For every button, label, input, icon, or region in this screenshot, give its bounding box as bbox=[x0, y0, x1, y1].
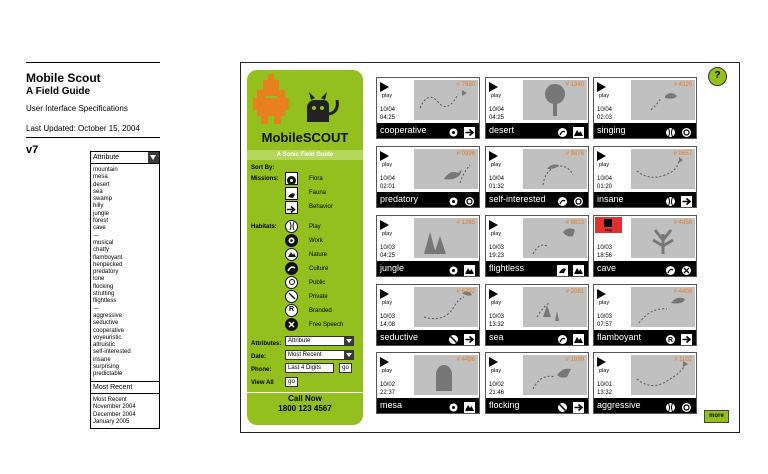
attribute-select-value: Attribute bbox=[93, 154, 120, 161]
recording-time: 04:25 bbox=[380, 115, 396, 121]
list-item[interactable]: forest bbox=[93, 218, 109, 225]
play-label: play bbox=[491, 368, 502, 374]
recording-date: 10/02 bbox=[489, 382, 505, 388]
ball-icon[interactable] bbox=[665, 125, 676, 136]
brand-tagline: A Sonic Field Guide bbox=[247, 150, 363, 160]
recording-footer bbox=[377, 192, 479, 207]
play-icon[interactable] bbox=[489, 151, 498, 161]
date-select-value: Most Recent bbox=[288, 352, 322, 358]
attribute-options bbox=[91, 164, 159, 381]
play-label: play bbox=[599, 93, 610, 99]
list-item[interactable]: insane bbox=[93, 356, 111, 363]
public-icon[interactable] bbox=[573, 194, 584, 205]
recording-footer bbox=[594, 261, 696, 276]
svg-text:R: R bbox=[667, 337, 674, 344]
habitats-label: Habitats: bbox=[251, 224, 277, 230]
public-icon[interactable] bbox=[681, 400, 692, 411]
habitat-culture[interactable]: Culture bbox=[309, 266, 329, 272]
fauna-icon[interactable] bbox=[285, 187, 298, 200]
recording-tile[interactable] bbox=[376, 77, 480, 139]
recording-tile[interactable] bbox=[376, 284, 480, 346]
habitat-branded[interactable]: Branded bbox=[309, 308, 332, 314]
play-icon[interactable] bbox=[489, 289, 498, 299]
habitat-nature[interactable]: Nature bbox=[309, 252, 328, 258]
habitat-work[interactable]: Work bbox=[309, 238, 323, 244]
call-now-number: 1800 123 4567 bbox=[278, 404, 332, 413]
recording-tile[interactable] bbox=[485, 284, 589, 346]
dropdown-arrow-icon[interactable] bbox=[344, 351, 353, 359]
stop-button[interactable] bbox=[595, 217, 622, 233]
brand-name: MobileSCOUT bbox=[261, 130, 349, 145]
recording-tile[interactable] bbox=[485, 215, 589, 277]
recording-time: 18:56 bbox=[597, 253, 613, 259]
recording-time: 13:32 bbox=[597, 390, 613, 396]
list-item[interactable]: mesa bbox=[93, 174, 108, 181]
recording-number: # 1285 bbox=[456, 220, 475, 226]
attribute-select[interactable] bbox=[91, 152, 159, 164]
recording-number: # 4326 bbox=[673, 82, 692, 88]
recording-label[interactable]: flamboyant bbox=[597, 332, 642, 342]
recording-footer bbox=[594, 398, 696, 413]
call-now bbox=[247, 394, 363, 414]
play-icon[interactable] bbox=[489, 82, 498, 92]
recording-label[interactable]: insane bbox=[597, 194, 624, 204]
list-item[interactable]: predatory bbox=[93, 269, 119, 276]
recording-date: 10/03 bbox=[597, 314, 613, 320]
recording-number: # 7690 bbox=[456, 82, 475, 88]
spec-description: User Interface Specifications bbox=[26, 104, 128, 113]
fauna-icon[interactable] bbox=[557, 263, 568, 274]
recording-number: # 0996 bbox=[456, 151, 475, 157]
date-label: Date: bbox=[251, 354, 267, 360]
list-item[interactable]: sea bbox=[93, 188, 103, 195]
recording-label[interactable]: sea bbox=[489, 332, 504, 342]
play-label: play bbox=[491, 93, 502, 99]
recording-tile[interactable] bbox=[485, 77, 589, 139]
play-label: play bbox=[491, 231, 502, 237]
spec-last-updated: Last Updated: October 15, 2004 bbox=[26, 124, 140, 133]
more-button[interactable]: more bbox=[704, 410, 729, 423]
recording-date: 10/04 bbox=[489, 176, 505, 182]
list-item[interactable]: December 2004 bbox=[93, 411, 136, 418]
recording-label[interactable]: desert bbox=[489, 125, 515, 135]
mountain-icon[interactable] bbox=[464, 400, 475, 411]
phone-label: Phone: bbox=[251, 367, 272, 373]
recording-number: # 6792 bbox=[456, 289, 475, 295]
divider bbox=[26, 62, 160, 63]
recording-footer bbox=[486, 330, 588, 345]
recording-number: # 9876 bbox=[565, 151, 584, 157]
spec-version: v7 bbox=[26, 144, 39, 156]
play-icon[interactable] bbox=[380, 357, 389, 367]
public-icon[interactable] bbox=[285, 276, 298, 289]
recording-footer bbox=[486, 123, 588, 138]
arrow-right-icon[interactable] bbox=[681, 332, 692, 343]
habitat-play[interactable]: Play bbox=[309, 224, 321, 230]
culture-icon[interactable] bbox=[557, 194, 568, 205]
recording-date: 10/04 bbox=[597, 107, 613, 113]
list-item[interactable]: musical bbox=[93, 239, 114, 246]
recording-tile[interactable] bbox=[593, 215, 697, 277]
list-item[interactable]: cooperative bbox=[93, 327, 125, 334]
date-options bbox=[91, 394, 159, 428]
help-button[interactable]: ? bbox=[708, 67, 727, 86]
recording-time: 14:08 bbox=[380, 322, 396, 328]
recording-date: 10/03 bbox=[380, 245, 396, 251]
recording-footer bbox=[486, 398, 588, 413]
recording-number: # 0657 bbox=[673, 151, 692, 157]
stop-icon bbox=[604, 219, 612, 227]
play-label: play bbox=[491, 300, 502, 306]
recording-number: # 4356 bbox=[673, 220, 692, 226]
list-item[interactable]: swamp bbox=[93, 196, 113, 203]
mission-behavior[interactable]: Behavior bbox=[309, 204, 333, 210]
ball-icon[interactable] bbox=[665, 400, 676, 411]
recording-date: 10/01 bbox=[597, 382, 613, 388]
dropdown-arrow-icon[interactable] bbox=[148, 152, 159, 163]
list-item[interactable]: lone bbox=[93, 276, 105, 283]
recording-footer bbox=[594, 123, 696, 138]
recording-date: 10/04 bbox=[380, 107, 396, 113]
recording-tile[interactable] bbox=[593, 77, 697, 139]
recording-time: 01:20 bbox=[597, 184, 613, 190]
recording-label[interactable]: singing bbox=[597, 125, 626, 135]
recording-footer bbox=[377, 398, 479, 413]
arrow-right-icon[interactable] bbox=[573, 400, 584, 411]
play-icon[interactable] bbox=[597, 357, 606, 367]
play-label: play bbox=[599, 300, 610, 306]
recording-label[interactable]: predatory bbox=[380, 194, 419, 204]
recording-date: 10/02 bbox=[380, 382, 396, 388]
public-icon[interactable] bbox=[464, 194, 475, 205]
recording-date: 10/03 bbox=[380, 314, 396, 320]
divider bbox=[26, 137, 160, 138]
play-label: play bbox=[382, 231, 393, 237]
phone-go-button[interactable]: go bbox=[339, 363, 352, 373]
date-select[interactable] bbox=[91, 382, 159, 394]
dropdown-arrow-icon[interactable] bbox=[344, 337, 353, 345]
arrow-right-icon[interactable] bbox=[464, 332, 475, 343]
play-icon[interactable] bbox=[597, 151, 606, 161]
recording-footer bbox=[377, 261, 479, 276]
mountain-icon[interactable] bbox=[573, 332, 584, 343]
play-icon[interactable] bbox=[380, 289, 389, 299]
recording-label[interactable]: seductive bbox=[380, 332, 419, 342]
recording-label[interactable]: cooperative bbox=[380, 125, 427, 135]
play-icon[interactable] bbox=[380, 151, 389, 161]
recording-time: 02:01 bbox=[380, 184, 396, 190]
play-icon[interactable] bbox=[597, 82, 606, 92]
recording-footer bbox=[377, 330, 479, 345]
recording-time: 01:32 bbox=[489, 184, 505, 190]
list-item[interactable]: flamboyant bbox=[93, 254, 123, 261]
phone-input[interactable] bbox=[285, 363, 334, 373]
list-item[interactable]: desert bbox=[93, 181, 110, 188]
recording-footer bbox=[594, 192, 696, 207]
gear-icon[interactable] bbox=[448, 194, 459, 205]
recording-time: 04:25 bbox=[380, 253, 396, 259]
play-icon[interactable] bbox=[489, 357, 498, 367]
recording-tile[interactable] bbox=[485, 352, 589, 414]
list-item[interactable]: aggressive bbox=[93, 312, 123, 319]
culture-icon[interactable] bbox=[665, 263, 676, 274]
list-item[interactable]: --- bbox=[93, 305, 99, 312]
arrow-right-icon[interactable] bbox=[464, 125, 475, 136]
recording-label[interactable]: self-interested bbox=[489, 194, 546, 204]
list-item[interactable]: seductive bbox=[93, 320, 119, 327]
play-label: play bbox=[382, 162, 393, 168]
gear-icon[interactable] bbox=[285, 234, 298, 247]
list-item[interactable]: flightless bbox=[93, 298, 117, 305]
spec-subtitle: A Field Guide bbox=[26, 86, 91, 97]
mountain-icon[interactable] bbox=[285, 248, 298, 261]
recording-date: 10/04 bbox=[380, 176, 396, 182]
gear-icon[interactable] bbox=[448, 263, 459, 274]
ball-icon[interactable] bbox=[665, 194, 676, 205]
list-item[interactable]: Most Recent bbox=[93, 397, 127, 403]
recording-time: 13:32 bbox=[489, 322, 505, 328]
list-item[interactable]: predictable bbox=[93, 371, 123, 378]
public-icon[interactable] bbox=[681, 125, 692, 136]
recording-date: 10/03 bbox=[489, 314, 505, 320]
recording-footer bbox=[486, 192, 588, 207]
private-icon[interactable] bbox=[448, 332, 459, 343]
list-item[interactable]: January 2005 bbox=[93, 418, 130, 425]
recording-footer bbox=[486, 261, 588, 276]
attributes-select[interactable] bbox=[285, 336, 354, 346]
recording-label[interactable]: jungle bbox=[380, 263, 405, 273]
private-icon[interactable] bbox=[557, 400, 568, 411]
play-label: play bbox=[599, 162, 610, 168]
recording-label[interactable]: aggressive bbox=[597, 400, 641, 410]
attribute-list[interactable] bbox=[90, 151, 160, 382]
culture-icon[interactable] bbox=[285, 262, 298, 275]
free-speech-icon[interactable] bbox=[285, 318, 298, 331]
recording-label[interactable]: mesa bbox=[380, 400, 403, 410]
recording-number: # 4408 bbox=[673, 289, 692, 295]
spec-title: Mobile Scout bbox=[26, 71, 101, 85]
gear-icon[interactable] bbox=[448, 125, 459, 136]
gear-icon[interactable] bbox=[448, 400, 459, 411]
list-item[interactable]: --- bbox=[93, 232, 99, 239]
arrow-right-icon[interactable] bbox=[681, 194, 692, 205]
registered-icon[interactable]: R bbox=[285, 304, 298, 317]
scout-logo bbox=[247, 70, 363, 130]
ball-icon[interactable] bbox=[285, 220, 298, 233]
list-item[interactable]: altruistic bbox=[93, 342, 116, 349]
list-item[interactable]: self-interested bbox=[93, 349, 131, 356]
list-item[interactable]: November 2004 bbox=[93, 404, 136, 411]
play-icon[interactable] bbox=[489, 220, 498, 230]
missions-label: Missions: bbox=[251, 176, 279, 182]
play-label: play bbox=[599, 368, 610, 374]
recording-tile[interactable] bbox=[376, 146, 480, 208]
spec-header bbox=[26, 62, 160, 156]
recording-number: # 1102 bbox=[674, 357, 692, 363]
registered-icon[interactable] bbox=[665, 332, 676, 343]
mountain-icon[interactable] bbox=[464, 263, 475, 274]
play-label: play bbox=[382, 368, 393, 374]
recording-number: # 1099 bbox=[565, 357, 584, 363]
recording-time: 22:37 bbox=[380, 390, 396, 396]
recording-label[interactable]: cave bbox=[597, 263, 617, 273]
recording-time: 07:57 bbox=[597, 322, 613, 328]
recording-tile[interactable] bbox=[485, 146, 589, 208]
recording-time: 19:23 bbox=[489, 253, 505, 259]
view-all-go-button[interactable]: go bbox=[285, 377, 298, 387]
private-icon[interactable] bbox=[285, 290, 298, 303]
play-icon[interactable] bbox=[380, 82, 389, 92]
recording-tile[interactable] bbox=[593, 352, 697, 414]
sort-by-label: Sort By: bbox=[251, 165, 275, 171]
divider bbox=[247, 392, 363, 393]
mountain-icon[interactable] bbox=[573, 263, 584, 274]
list-item[interactable]: mountain bbox=[93, 167, 118, 173]
play-label: play bbox=[382, 300, 393, 306]
date-select[interactable] bbox=[285, 350, 354, 360]
recording-number: # 2081 bbox=[565, 289, 584, 295]
recording-date: 10/03 bbox=[489, 245, 505, 251]
mountain-icon[interactable] bbox=[573, 125, 584, 136]
date-select-value: Most Recent bbox=[93, 384, 133, 391]
date-list[interactable] bbox=[90, 381, 160, 429]
recording-tile[interactable] bbox=[376, 352, 480, 414]
recording-number: # 1340 bbox=[565, 82, 584, 88]
play-icon[interactable] bbox=[597, 289, 606, 299]
play-icon[interactable] bbox=[380, 220, 389, 230]
recording-number: # 4496 bbox=[456, 357, 475, 363]
free-speech-icon[interactable] bbox=[681, 263, 692, 274]
recording-date: 10/03 bbox=[597, 245, 613, 251]
mission-flora[interactable]: Flora bbox=[309, 176, 323, 182]
list-item[interactable]: surprising bbox=[93, 364, 120, 371]
recording-time: 04:25 bbox=[489, 115, 505, 121]
list-item[interactable]: cave bbox=[93, 225, 106, 232]
habitat-public[interactable]: Public bbox=[309, 280, 326, 286]
habitat-free-speech[interactable]: Free Speech bbox=[309, 322, 344, 328]
recording-date: 10/04 bbox=[489, 107, 505, 113]
list-item[interactable]: voyeuristic bbox=[93, 334, 122, 341]
recording-tile[interactable] bbox=[593, 284, 697, 346]
call-now-label: Call Now bbox=[288, 394, 322, 403]
recording-time: 21:46 bbox=[489, 390, 505, 396]
recording-footer bbox=[377, 123, 479, 138]
culture-icon[interactable] bbox=[557, 125, 568, 136]
phone-input-placeholder: Last 4 Digits bbox=[288, 365, 322, 371]
view-all-label: View All bbox=[251, 380, 274, 386]
stop-label: stop bbox=[604, 227, 613, 232]
play-label: play bbox=[491, 162, 502, 168]
recording-tile[interactable] bbox=[376, 215, 480, 277]
mission-fauna[interactable]: Fauna bbox=[309, 190, 327, 196]
recording-date: 10/04 bbox=[597, 176, 613, 182]
recording-label[interactable]: flightless bbox=[489, 263, 525, 273]
sidebar-panel bbox=[247, 70, 363, 425]
recording-time: 02:03 bbox=[597, 115, 613, 121]
habitat-private[interactable]: Private bbox=[309, 294, 328, 300]
attributes-select-value: Attribute bbox=[288, 338, 311, 344]
list-item[interactable]: chatty bbox=[93, 247, 110, 254]
list-item[interactable]: hilly bbox=[93, 203, 104, 210]
culture-icon[interactable] bbox=[557, 332, 568, 343]
list-item[interactable]: jungle bbox=[93, 210, 110, 217]
list-item[interactable]: henpecked bbox=[93, 261, 123, 268]
recording-tile[interactable] bbox=[593, 146, 697, 208]
list-item[interactable]: flocking bbox=[93, 283, 114, 290]
recording-number: # 9823 bbox=[565, 220, 584, 226]
flora-icon[interactable] bbox=[285, 172, 298, 185]
attributes-label: Attributes: bbox=[251, 341, 282, 347]
list-item[interactable]: strutting bbox=[93, 291, 115, 298]
recording-label[interactable]: flocking bbox=[489, 400, 520, 410]
recording-footer bbox=[594, 330, 696, 345]
play-label: play bbox=[382, 93, 393, 99]
arrow-right-icon[interactable] bbox=[285, 201, 298, 214]
